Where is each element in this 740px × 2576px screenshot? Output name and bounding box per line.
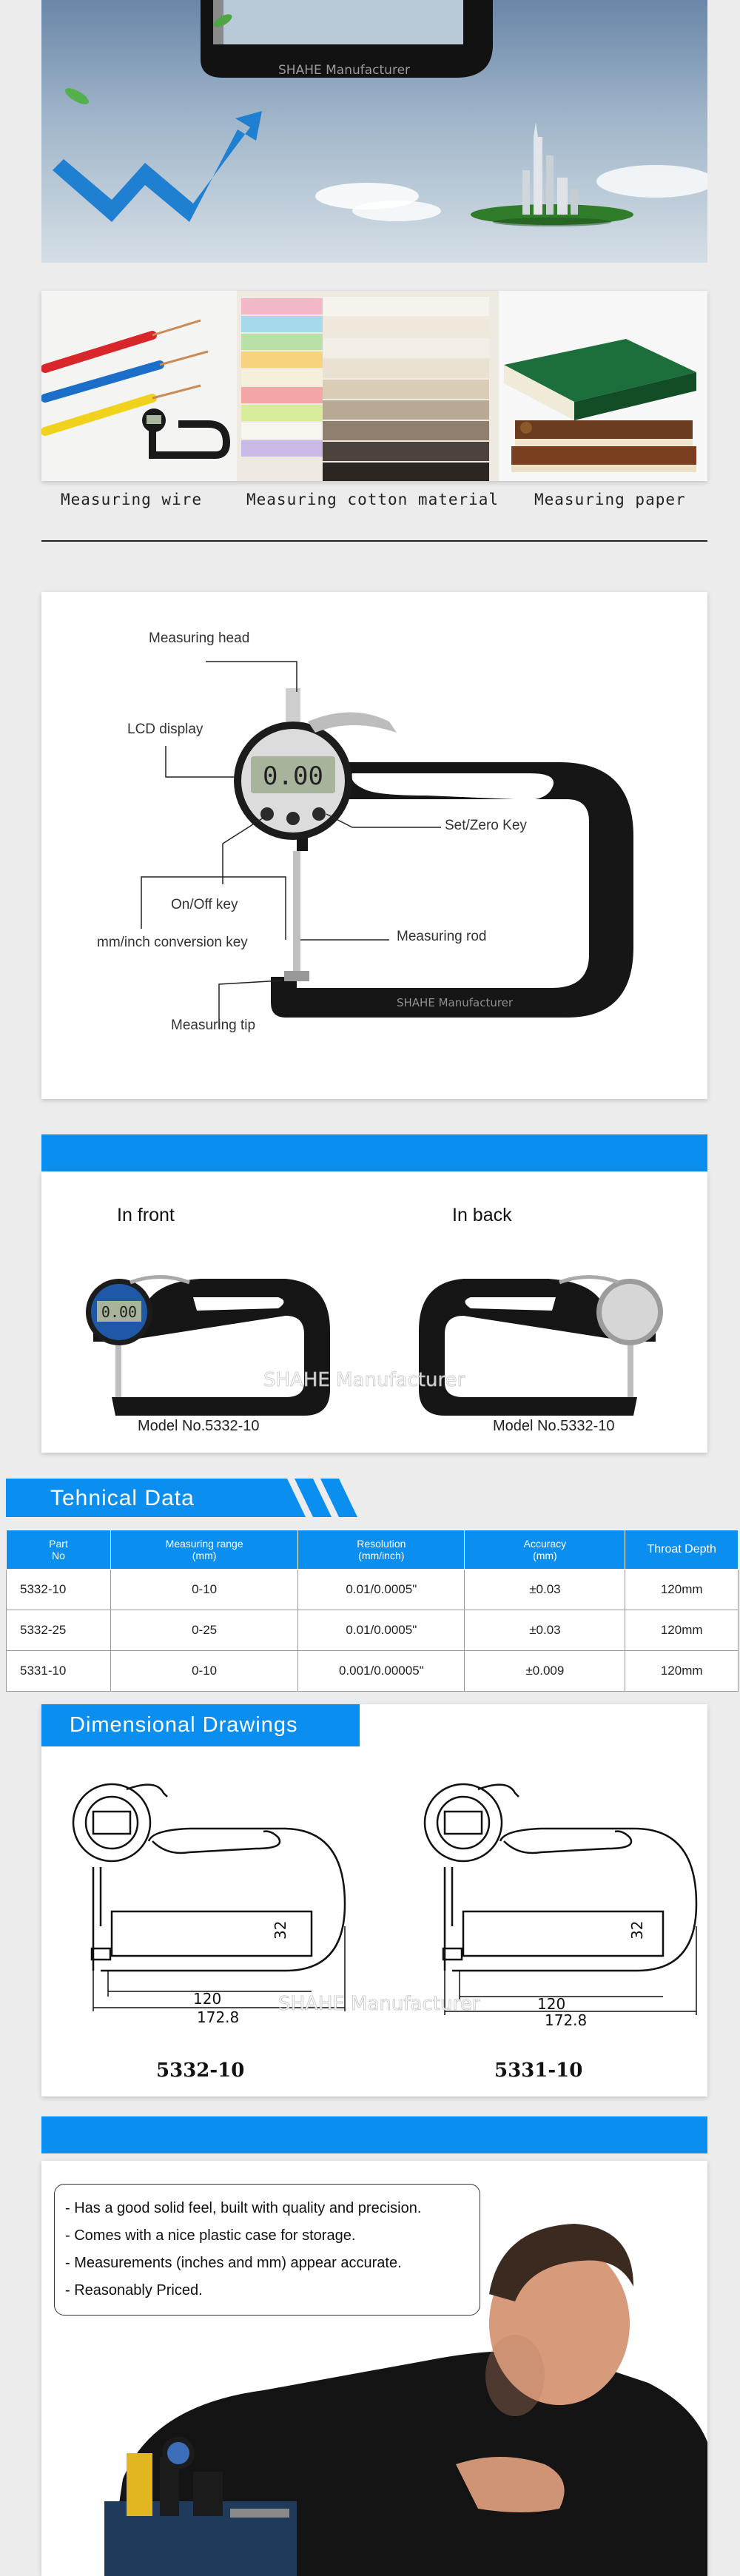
- right-dim-inner: 120: [537, 1995, 566, 2013]
- table-row: 5332-10 0-10 0.01/0.0005" ±0.03 120mm: [7, 1570, 739, 1610]
- cotton-photo: [237, 291, 499, 481]
- table-header-row: [7, 1530, 739, 1570]
- views-watermark: SHAHE Manufacturer: [263, 1369, 465, 1391]
- measuring-tip: [284, 971, 309, 981]
- technical-data-title: Tehnical Data: [50, 1486, 195, 1510]
- measuring-head: [286, 688, 300, 722]
- label-measuring-tip: Measuring tip: [171, 1018, 256, 1033]
- in-back-title: In back: [452, 1205, 512, 1225]
- right-dim-outer: 172.8: [545, 2011, 588, 2029]
- label-mminch-key: mm/inch conversion key: [97, 935, 248, 950]
- label-onoff-key: On/Off key: [171, 897, 238, 912]
- col-throat-depth: Throat Depth: [625, 1530, 739, 1570]
- frame-brand-text: SHAHE Manufacturer: [397, 996, 514, 1009]
- right-dim-height: 32: [628, 1920, 646, 1940]
- front-view-gauge: [86, 1277, 330, 1416]
- drawings-watermark: SHAHE Manufacturer: [278, 1993, 480, 2015]
- drawings-title: Dimensional Drawings: [70, 1713, 298, 1737]
- drawing-5331-10: [425, 1784, 696, 1971]
- table-row: 5331-10 0-10 0.001/0.00005" ±0.009 120mm: [7, 1651, 739, 1692]
- col-part-no: Part No: [7, 1530, 111, 1570]
- measuring-rod: [293, 851, 300, 977]
- app-caption-paper: Measuring paper: [534, 491, 686, 508]
- views-illustration: [41, 1171, 707, 1453]
- drawing-5332-10: [73, 1784, 345, 1971]
- label-set-zero-key: Set/Zero Key: [445, 818, 527, 833]
- arrow-graphic: [53, 111, 262, 222]
- hero-illustration: [41, 0, 707, 263]
- hero-brand-text: SHAHE Manufacturer: [278, 63, 411, 78]
- applications-panel: [41, 291, 707, 481]
- back-view-gauge: [419, 1277, 663, 1416]
- section-divider: [41, 540, 707, 542]
- hero-banner: [41, 0, 707, 263]
- front-model-label: Model No.5332-10: [138, 1418, 260, 1434]
- list-item: - Reasonably Priced.: [65, 2282, 203, 2298]
- list-item: - Comes with a nice plastic case for storage.: [65, 2227, 356, 2244]
- left-dim-height: 32: [272, 1920, 289, 1940]
- mminch-button: [286, 812, 300, 825]
- list-item: - Has a good solid feel, built with quality and precision.: [65, 2200, 422, 2216]
- label-lcd-display: LCD display: [127, 722, 204, 737]
- features-panel: [41, 2161, 707, 2576]
- right-model-label: 5331-10: [494, 2059, 583, 2082]
- parts-diagram-panel: [41, 592, 707, 1099]
- back-model-label: Model No.5332-10: [493, 1418, 615, 1434]
- front-lcd-value: 0.00: [101, 1303, 138, 1321]
- drawings-panel: [41, 1704, 707, 2096]
- technical-data-header: [6, 1479, 370, 1517]
- label-measuring-head: Measuring head: [149, 630, 250, 646]
- col-accuracy: Accuracy (mm): [465, 1530, 625, 1570]
- app-caption-wire: Measuring wire: [61, 491, 203, 508]
- left-dim-inner: 120: [193, 1990, 222, 2008]
- gauge-parts-illustration: [41, 592, 707, 1099]
- label-measuring-rod: Measuring rod: [397, 929, 487, 944]
- applications-photos: [41, 291, 707, 481]
- col-measuring-range: Measuring range (mm): [110, 1530, 297, 1570]
- lcd-value: 0.00: [263, 761, 323, 791]
- left-model-label: 5332-10: [156, 2059, 245, 2082]
- dimensional-drawings: [41, 1704, 707, 2096]
- features-header-bar: [41, 2116, 707, 2153]
- books-photo: [499, 291, 707, 481]
- technical-data-table: [6, 1530, 739, 1692]
- setzero-button: [312, 807, 326, 821]
- table-row: 5332-25 0-25 0.01/0.0005" ±0.03 120mm: [7, 1610, 739, 1651]
- app-caption-cotton: Measuring cotton material: [246, 491, 500, 508]
- hero-window: [219, 0, 463, 44]
- lift-lever: [308, 713, 397, 733]
- features-list: [54, 2184, 480, 2316]
- right-dimension-lines: [445, 1911, 696, 2015]
- views-panel: [41, 1171, 707, 1453]
- in-front-title: In front: [117, 1205, 175, 1225]
- col-resolution: Resolution (mm/inch): [298, 1530, 465, 1570]
- list-item: - Measurements (inches and mm) appear accurate.: [65, 2255, 402, 2271]
- views-header-bar: [41, 1134, 707, 1171]
- left-dim-outer: 172.8: [197, 2008, 240, 2026]
